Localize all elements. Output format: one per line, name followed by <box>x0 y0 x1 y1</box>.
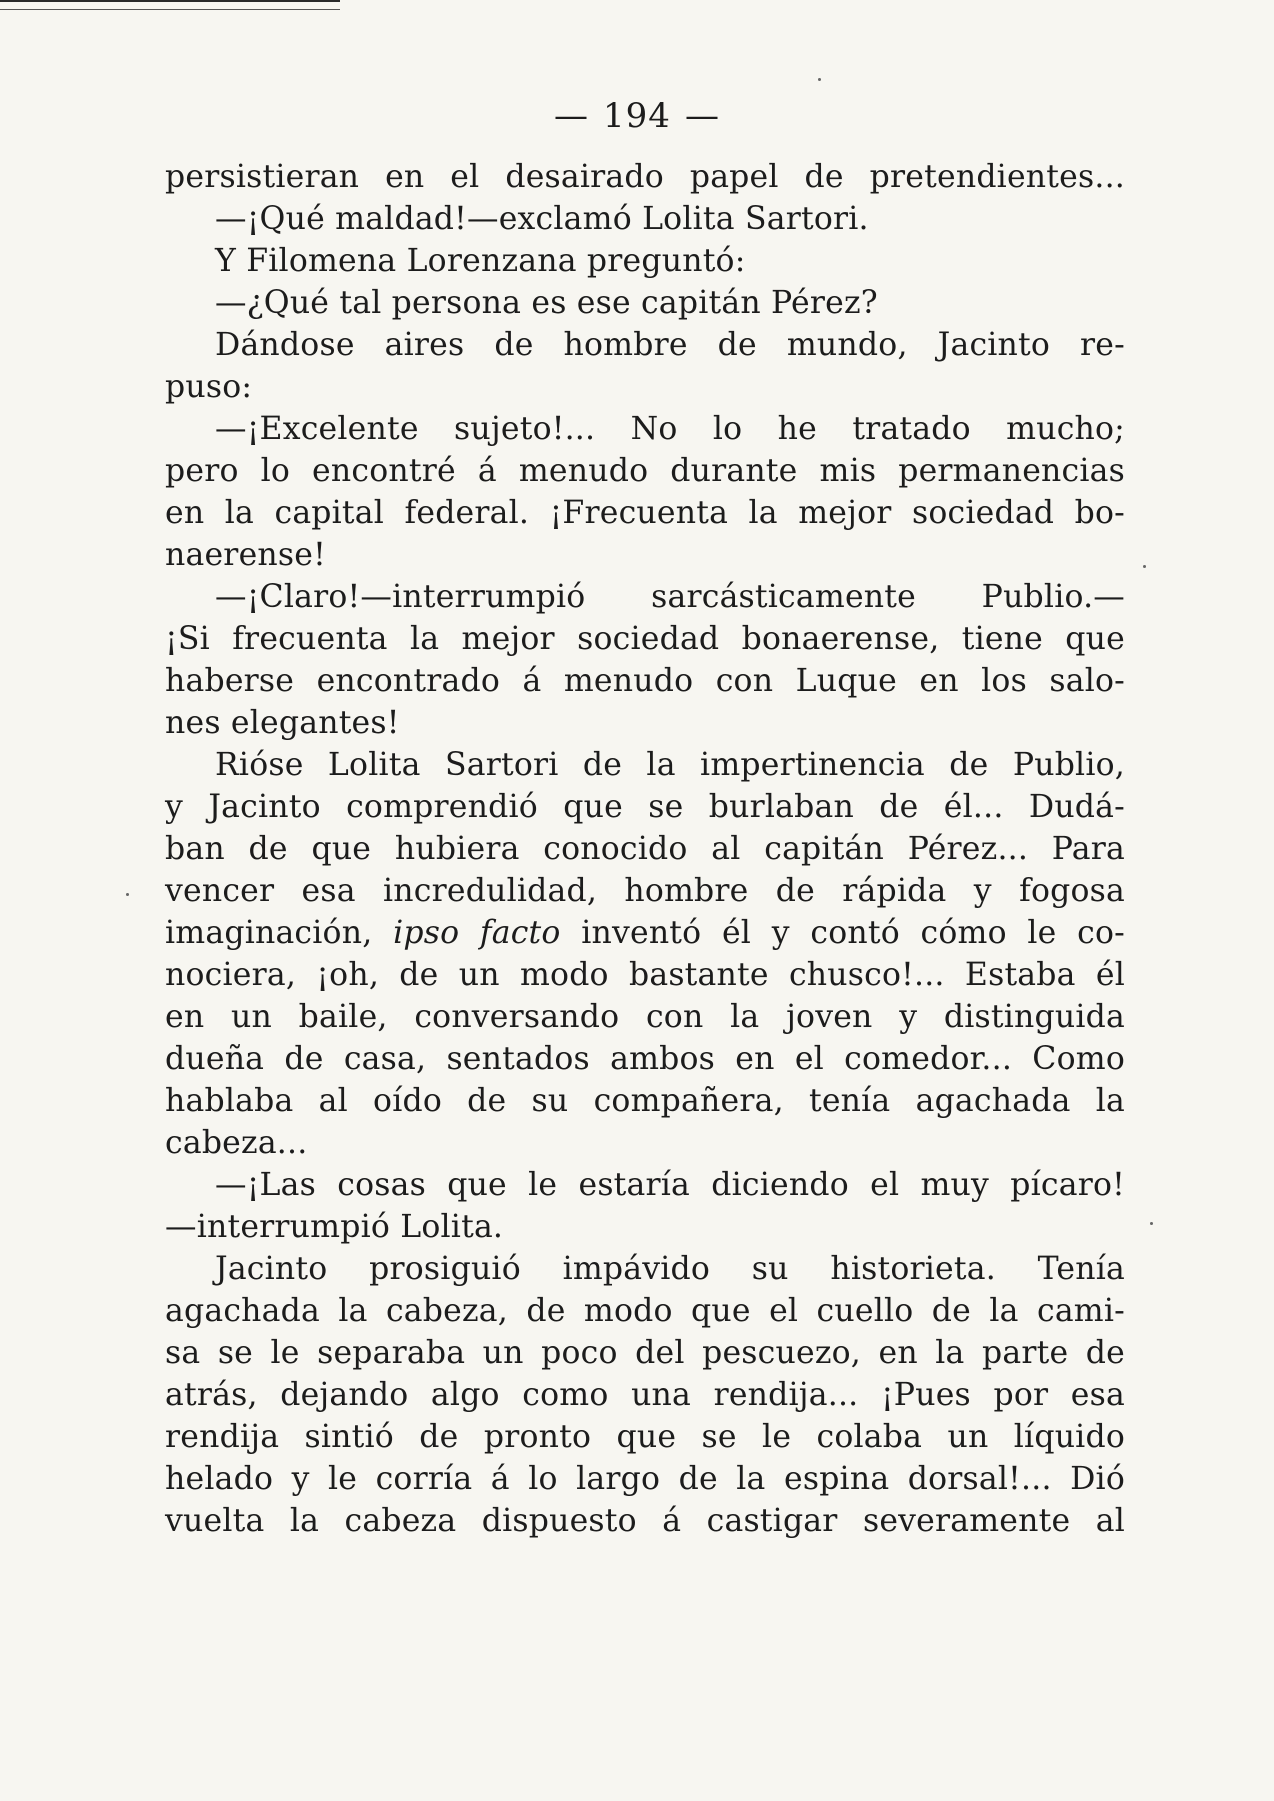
text-line: ban de que hubiera conocido al capitán Pérez... Para <box>165 831 1125 867</box>
text-line: persistieran en el desairado papel de pretendientes... <box>165 159 1125 195</box>
text-run: imaginación, <box>165 915 394 951</box>
text-line: en la capital federal. ¡Frecuenta la mejor sociedad bo- <box>165 495 1125 531</box>
text-line: Jacinto prosiguió impávido su historieta. Tenía <box>215 1251 1125 1287</box>
text-line: haberse encontrado á menudo con Luque en los salo- <box>165 663 1125 699</box>
header-dash-right: — <box>684 96 720 136</box>
text-line: —¡Excelente sujeto!... No lo he tratado mucho; <box>215 411 1125 447</box>
text-line: dueña de casa, sentados ambos en el comedor... Como <box>165 1041 1125 1077</box>
text-line: puso: <box>165 369 253 405</box>
page-header <box>0 96 1274 136</box>
text-line: vuelta la cabeza dispuesto á castigar severamente al <box>165 1503 1125 1539</box>
text-line: helado y le corría á lo largo de la espina dorsal!... Dió <box>165 1461 1125 1497</box>
italic-phrase: ipso facto <box>393 915 561 951</box>
text-line: rendija sintió de pronto que se le colaba un líquido <box>165 1419 1125 1455</box>
text-line: y Jacinto comprendió que se burlaban de él... Dudá- <box>165 789 1125 825</box>
text-line: Y Filomena Lorenzana preguntó: <box>215 243 746 279</box>
text-line: agachada la cabeza, de modo que el cuello de la cami- <box>165 1293 1125 1329</box>
header-dash-left: — <box>554 96 590 136</box>
text-line: naerense! <box>165 537 326 573</box>
paper-speck <box>1150 1222 1153 1225</box>
text-line: atrás, dejando algo como una rendija... ¡Pues por esa <box>165 1377 1125 1413</box>
text-line: en un baile, conversando con la joven y distinguida <box>165 999 1125 1035</box>
text-line: —¡Claro!—interrumpió sarcásticamente Publio.— <box>215 579 1125 615</box>
text-line: hablaba al oído de su compañera, tenía agachada la <box>165 1083 1125 1119</box>
text-line: Dándose aires de hombre de mundo, Jacinto re- <box>215 327 1125 363</box>
text-line: —interrumpió Lolita. <box>165 1209 504 1245</box>
text-line: vencer esa incredulidad, hombre de rápida y fogosa <box>165 873 1125 909</box>
text-line <box>165 912 1125 954</box>
page-number: 194 <box>603 96 671 136</box>
text-line: ¡Si frecuenta la mejor sociedad bonaerense, tiene que <box>165 621 1125 657</box>
text-line: —¡Las cosas que le estaría diciendo el muy pícaro! <box>215 1167 1125 1203</box>
text-line: Rióse Lolita Sartori de la impertinencia de Publio, <box>215 747 1125 783</box>
text-line: pero lo encontré á menudo durante mis permanencias <box>165 453 1125 489</box>
text-line: —¡Qué maldad!—exclamó Lolita Sartori. <box>215 201 869 237</box>
top-rule-thin <box>0 9 340 10</box>
text-line: —¿Qué tal persona es ese capitán Pérez? <box>215 285 878 321</box>
paper-speck <box>126 893 129 896</box>
top-rule <box>0 0 340 2</box>
text-run: inventó él y contó cómo le co- <box>560 915 1126 951</box>
text-line: cabeza... <box>165 1125 308 1161</box>
text-line: nociera, ¡oh, de un modo bastante chusco!... Estaba él <box>165 957 1125 993</box>
paper-speck <box>818 78 821 81</box>
text-line: sa se le separaba un poco del pescuezo, en la parte de <box>165 1335 1125 1371</box>
paper-speck <box>1143 565 1146 568</box>
text-line: nes elegantes! <box>165 705 400 741</box>
body-text <box>165 156 1125 1542</box>
